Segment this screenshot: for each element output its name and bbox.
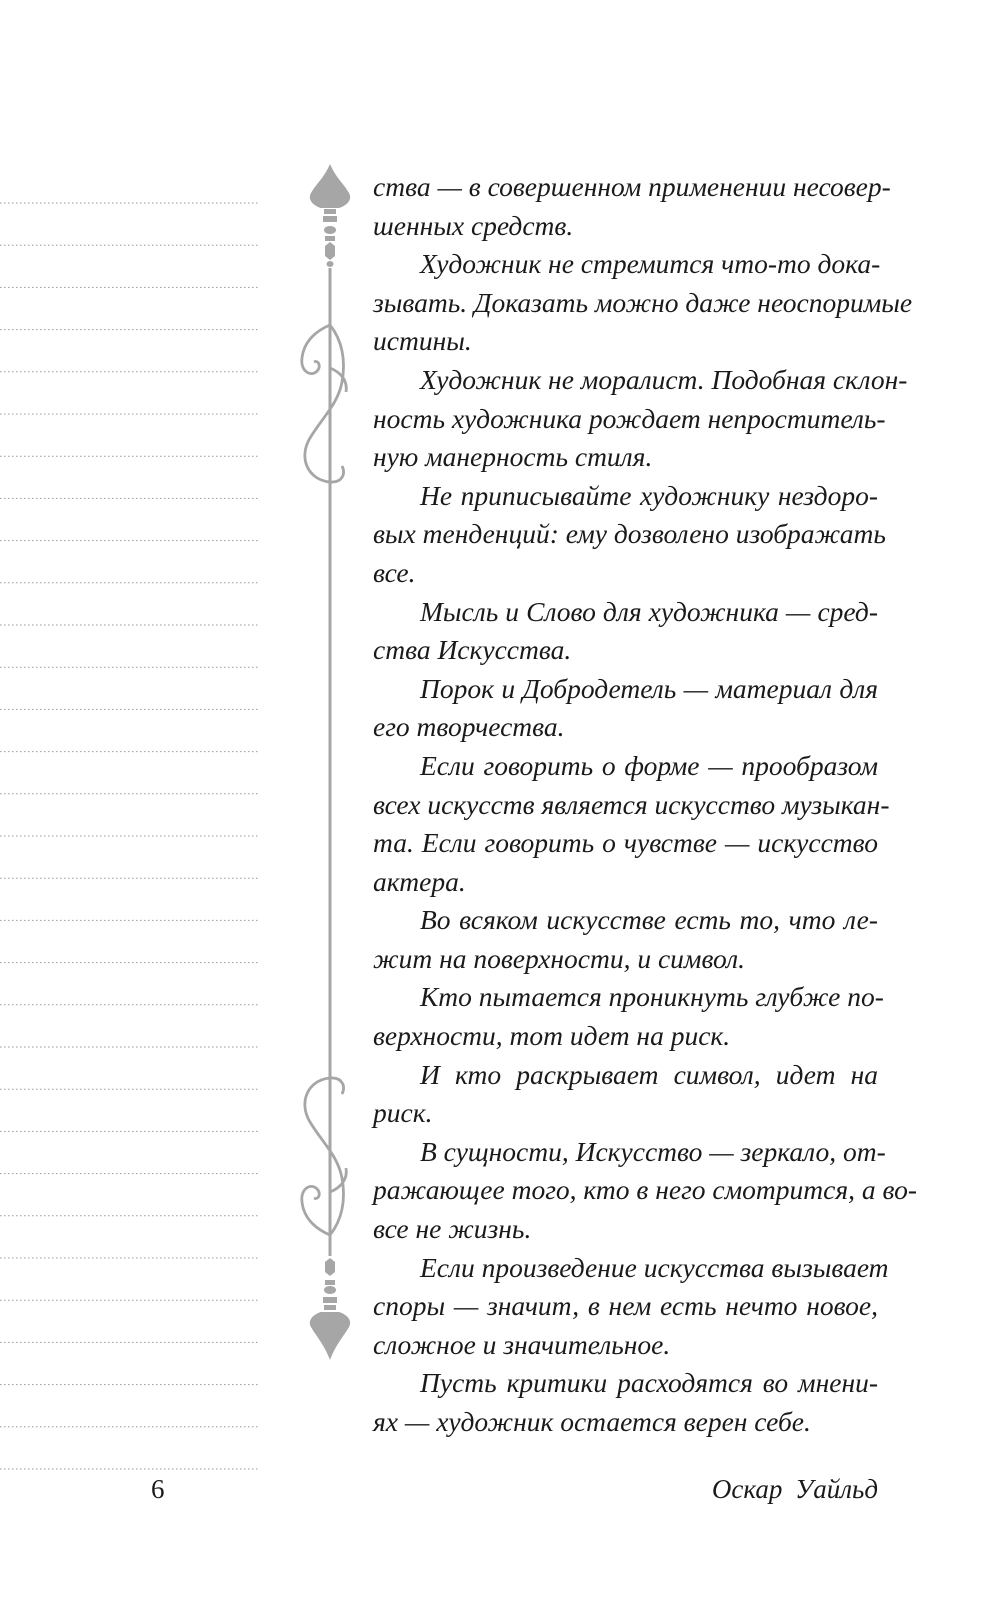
text-line: Если произведение искусства вызывает bbox=[420, 1251, 889, 1283]
text-line: Во всяком искусстве есть то, что ле- bbox=[420, 904, 878, 936]
main-text bbox=[373, 168, 917, 1442]
bottom-finial-ornament bbox=[310, 1258, 350, 1360]
text-line: все не жизнь. bbox=[373, 1213, 532, 1245]
text-line: Пусть критики расходятся во мнени- bbox=[420, 1367, 878, 1399]
text-line: ства Искусства. bbox=[373, 634, 572, 666]
text-line: верхности, тот идет на риск. bbox=[373, 1020, 731, 1052]
text-line: все. bbox=[373, 556, 416, 588]
text-line: Порок и Добродетель — материал для bbox=[420, 672, 878, 704]
text-line: та. Если говорить о чувстве — искусство bbox=[373, 827, 878, 859]
text-line: В сущности, Искусство — зеркало, от- bbox=[420, 1135, 886, 1167]
text-line: ную манерность стиля. bbox=[373, 441, 653, 473]
running-head-author: Оскар Уайльд bbox=[711, 1474, 878, 1504]
vertical-ornament-divider bbox=[290, 160, 370, 1440]
left-margin-dotted-lines bbox=[0, 0, 270, 1616]
text-line: споры — значит, в нем есть нечто новое, bbox=[373, 1290, 878, 1322]
text-line: зывать. Доказать можно даже неоспоримые bbox=[373, 286, 913, 318]
text-line: Кто пытается проникнуть глубже по- bbox=[420, 981, 884, 1013]
text-line: сложное и значительное. bbox=[373, 1328, 671, 1360]
text-line: вых тенденций: ему дозволено изображать bbox=[373, 518, 886, 550]
text-line: истины. bbox=[373, 325, 472, 357]
text-line: ражающее того, кто в него смотрится, а во- bbox=[373, 1174, 917, 1206]
text-line: всех искусств является искусство музыкан- bbox=[373, 788, 890, 820]
text-line: его творчества. bbox=[373, 711, 565, 743]
text-line: ства — в совершенном применении несовер- bbox=[373, 171, 891, 202]
text-line: Если говорить о форме — прообразом bbox=[420, 749, 878, 781]
text-line: Художник не моралист. Подобная склон- bbox=[420, 363, 908, 395]
text-line: риск. bbox=[373, 1097, 433, 1129]
text-line: ях — художник остается верен себе. bbox=[373, 1406, 811, 1437]
text-line: ность художника рождает непроститель- bbox=[373, 402, 886, 434]
text-line: жит на поверхности, и символ. bbox=[373, 942, 745, 974]
upper-scroll-ornament bbox=[302, 325, 347, 482]
lower-scroll-ornament bbox=[302, 1078, 347, 1235]
text-line: актера. bbox=[373, 865, 466, 897]
text-line: Не приписывайте художнику нездоро- bbox=[420, 479, 878, 511]
text-line: И кто раскрывает символ, идет на bbox=[420, 1058, 878, 1090]
text-line: шенных средств. bbox=[373, 209, 574, 241]
top-finial-ornament bbox=[310, 164, 350, 267]
page-number: 6 bbox=[151, 1474, 165, 1504]
text-line: Мысль и Слово для художника — сред- bbox=[420, 595, 878, 627]
text-line: Художник не стремится что-то дока- bbox=[420, 248, 881, 280]
